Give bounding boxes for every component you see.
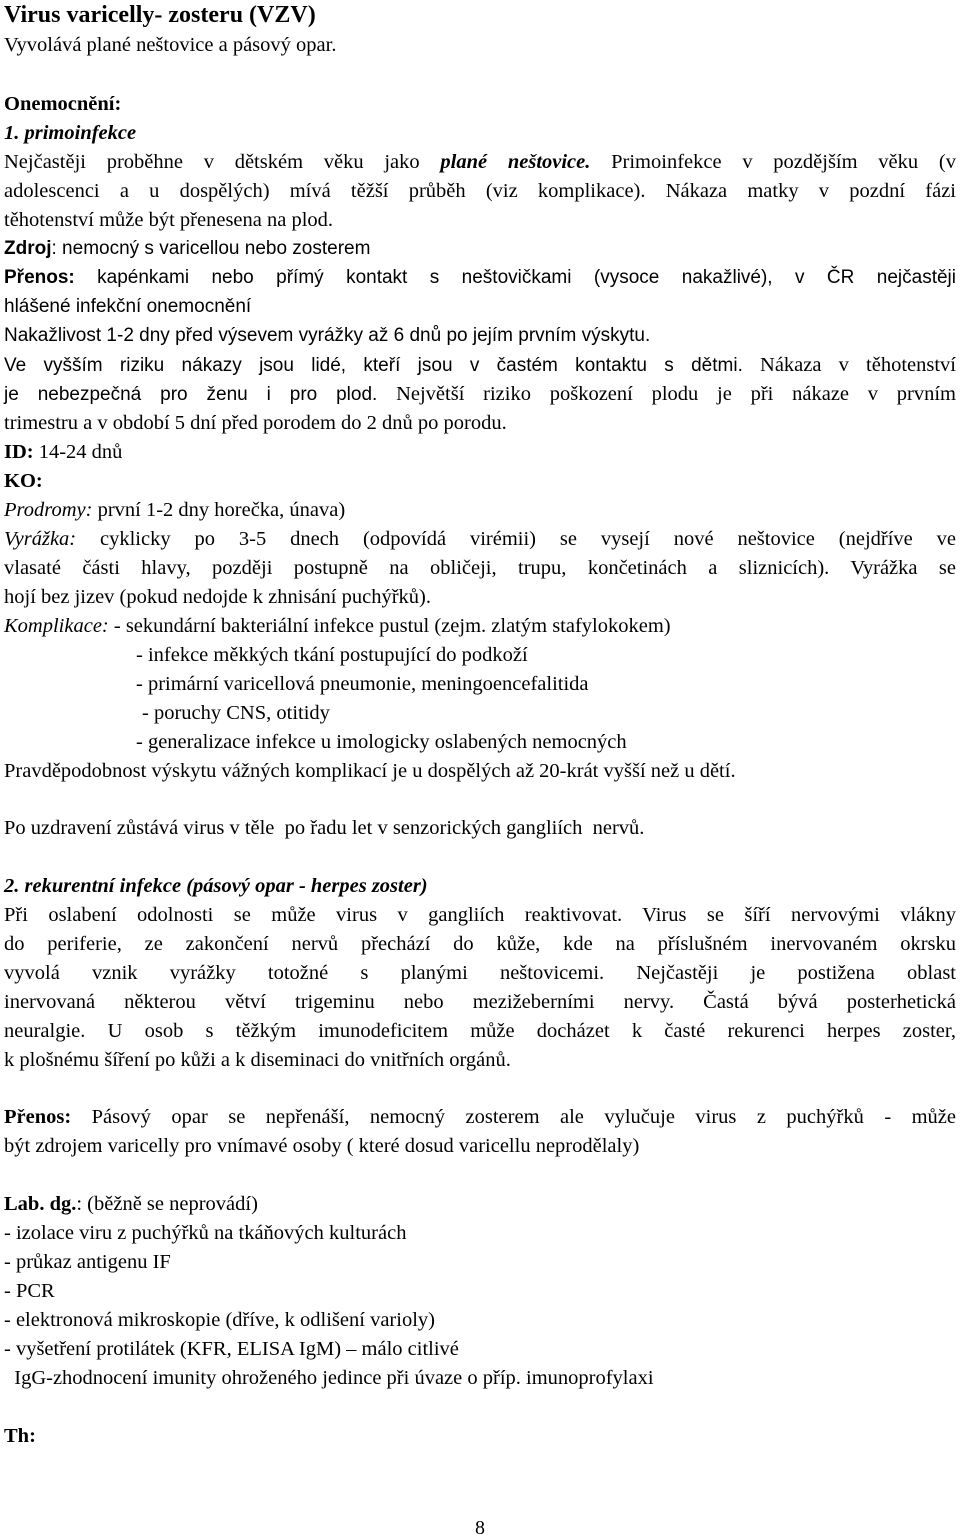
riziko-line: je nebezpečná pro ženu i pro plod. Největší riziko poškození plodu je při nákaze v prvním — [4, 383, 956, 405]
pravdepodobnost-line: Pravděpodobnost výskytu vážných komplikací je u dospělých až 20-krát vyšší než u dětí. — [4, 760, 736, 782]
label-ko: KO: — [4, 470, 43, 492]
section-heading-onemocneni: Onemocnění: — [4, 93, 122, 115]
prodromy-line: Prodromy: první 1-2 dny horečka, únava) — [4, 499, 346, 521]
subtitle: Vyvolává plané neštovice a pásový opar. — [4, 34, 337, 56]
riziko-line: Ve vyšším riziku nákazy jsou lidé, kteří jsou v častém kontaktu s dětmi. Nákaza v těhotenství — [4, 354, 956, 376]
vyrazka-line: Vyrážka: cyklicky po 3-5 dnech (odpovídá virémii) se vysejí nové neštovice (nejdříve ve — [4, 528, 956, 550]
paragraph-line: inervovaná některou větví trigeminu nebo mezižeberními nervy. Častá bývá posterhetická — [4, 991, 956, 1013]
po-uzdraveni-line: Po uzdravení zůstává virus v těle po řadu let v senzorických gangliích nervů. — [4, 817, 645, 839]
label-prenos: Přenos: — [4, 267, 75, 288]
labdg-item: - elektronová mikroskopie (dříve, k odlišení varioly) — [4, 1309, 435, 1331]
paragraph-line: Při oslabení odolnosti se může virus v gangliích reaktivovat. Virus se šíří nervovými vlákny — [4, 904, 956, 926]
komplikace-item: - generalizace infekce u imologicky oslabených nemocných — [136, 731, 627, 753]
paragraph-line: vyvolá vznik vyrážky totožné s planými neštovicemi. Nejčastěji je postižena oblast — [4, 962, 956, 984]
id-line: ID: 14-24 dnů — [4, 441, 123, 463]
label-id: ID: — [4, 441, 34, 463]
nakazlivost-line: Nakažlivost 1-2 dny před výsevem vyrážky až 6 dnů po jejím prvním výskytu. — [4, 325, 651, 346]
paragraph-line: hlášené infekční onemocnění — [4, 296, 252, 317]
labdg-item: - PCR — [4, 1280, 55, 1302]
prenos-line: Přenos: kapénkami nebo přímý kontakt s neštovičkami (vysoce nakažlivé), v ČR nejčastěji — [4, 267, 956, 288]
paragraph-line: být zdrojem varicelly pro vnímavé osoby ( které dosud varicellu neprodělaly) — [4, 1135, 640, 1157]
labdg-item: - průkaz antigenu IF — [4, 1251, 171, 1273]
paragraph-line: Nejčastěji proběhne v dětském věku jako plané neštovice. Primoinfekce v pozdějším věku (v — [4, 151, 956, 173]
paragraph-line: hojí bez jizev (pokud nedojde k zhnisání puchýřků). — [4, 586, 431, 608]
riziko-line: trimestru a v období 5 dní před porodem do 2 dnů po porodu. — [4, 412, 507, 434]
komplikace-item: - infekce měkkých tkání postupující do podkoží — [136, 644, 528, 666]
labdg-item: - izolace viru z puchýřků na tkáňových kulturách — [4, 1222, 407, 1244]
paragraph-line: do periferie, ze zakončení nervů přechází do kůže, kde na příslušném inervovaném okrsku — [4, 933, 956, 955]
label-prenos-2: Přenos: — [4, 1106, 72, 1128]
label-prodromy: Prodromy: — [4, 499, 93, 521]
komplikace-line: Komplikace: - sekundární bakteriální infekce pustul (zejm. zlatým stafylokokem) — [4, 615, 671, 637]
paragraph-line: adolescenci a u dospělých) mívá těžší průběh (viz komplikace). Nákaza matky v pozdní fázi — [4, 180, 956, 202]
zdroj-line: Zdroj: nemocný s varicellou nebo zosterem — [4, 238, 371, 259]
emphasis-plane-nestovice: plané neštovice. — [440, 151, 591, 173]
label-komplikace: Komplikace: — [4, 615, 109, 637]
label-zdroj: Zdroj — [4, 238, 52, 259]
label-lab-dg: Lab. dg. — [4, 1193, 77, 1215]
prenos2-line: Přenos: Pásový opar se nepřenáší, nemocný zosterem ale vylučuje virus z puchýřků - může — [4, 1106, 956, 1128]
komplikace-item: - primární varicellová pneumonie, meningoencefalitida — [136, 673, 589, 695]
labdg-item: IgG-zhodnocení imunity ohroženého jedince při úvaze o příp. imunoprofylaxi — [4, 1367, 654, 1389]
subheading-rekurentni: 2. rekurentní infekce (pásový opar - herpes zoster) — [4, 875, 428, 897]
komplikace-item: - poruchy CNS, otitidy — [142, 702, 330, 724]
paragraph-line: vlasaté části hlavy, později postupně na obličeji, trupu, končetinách a sliznicích). Vyrážka se — [4, 557, 956, 579]
label-th: Th: — [4, 1425, 36, 1447]
page-number: 8 — [475, 1517, 485, 1539]
paragraph-line: těhotenství může být přenesena na plod. — [4, 209, 334, 231]
label-vyrazka: Vyrážka: — [4, 528, 77, 550]
labdg-line: Lab. dg.: (běžně se neprovádí) — [4, 1193, 258, 1215]
paragraph-line: k plošnému šíření po kůži a k diseminaci do vnitřních orgánů. — [4, 1049, 511, 1071]
paragraph-line: neuralgie. U osob s těžkým imunodeficitem může docházet k časté rekurenci herpes zoster, — [4, 1020, 956, 1042]
subheading-primoinfekce: 1. primoinfekce — [4, 122, 137, 144]
document-title: Virus varicelly- zosteru (VZV) — [4, 2, 316, 28]
labdg-item: - vyšetření protilátek (KFR, ELISA IgM) – málo citlivé — [4, 1338, 459, 1360]
